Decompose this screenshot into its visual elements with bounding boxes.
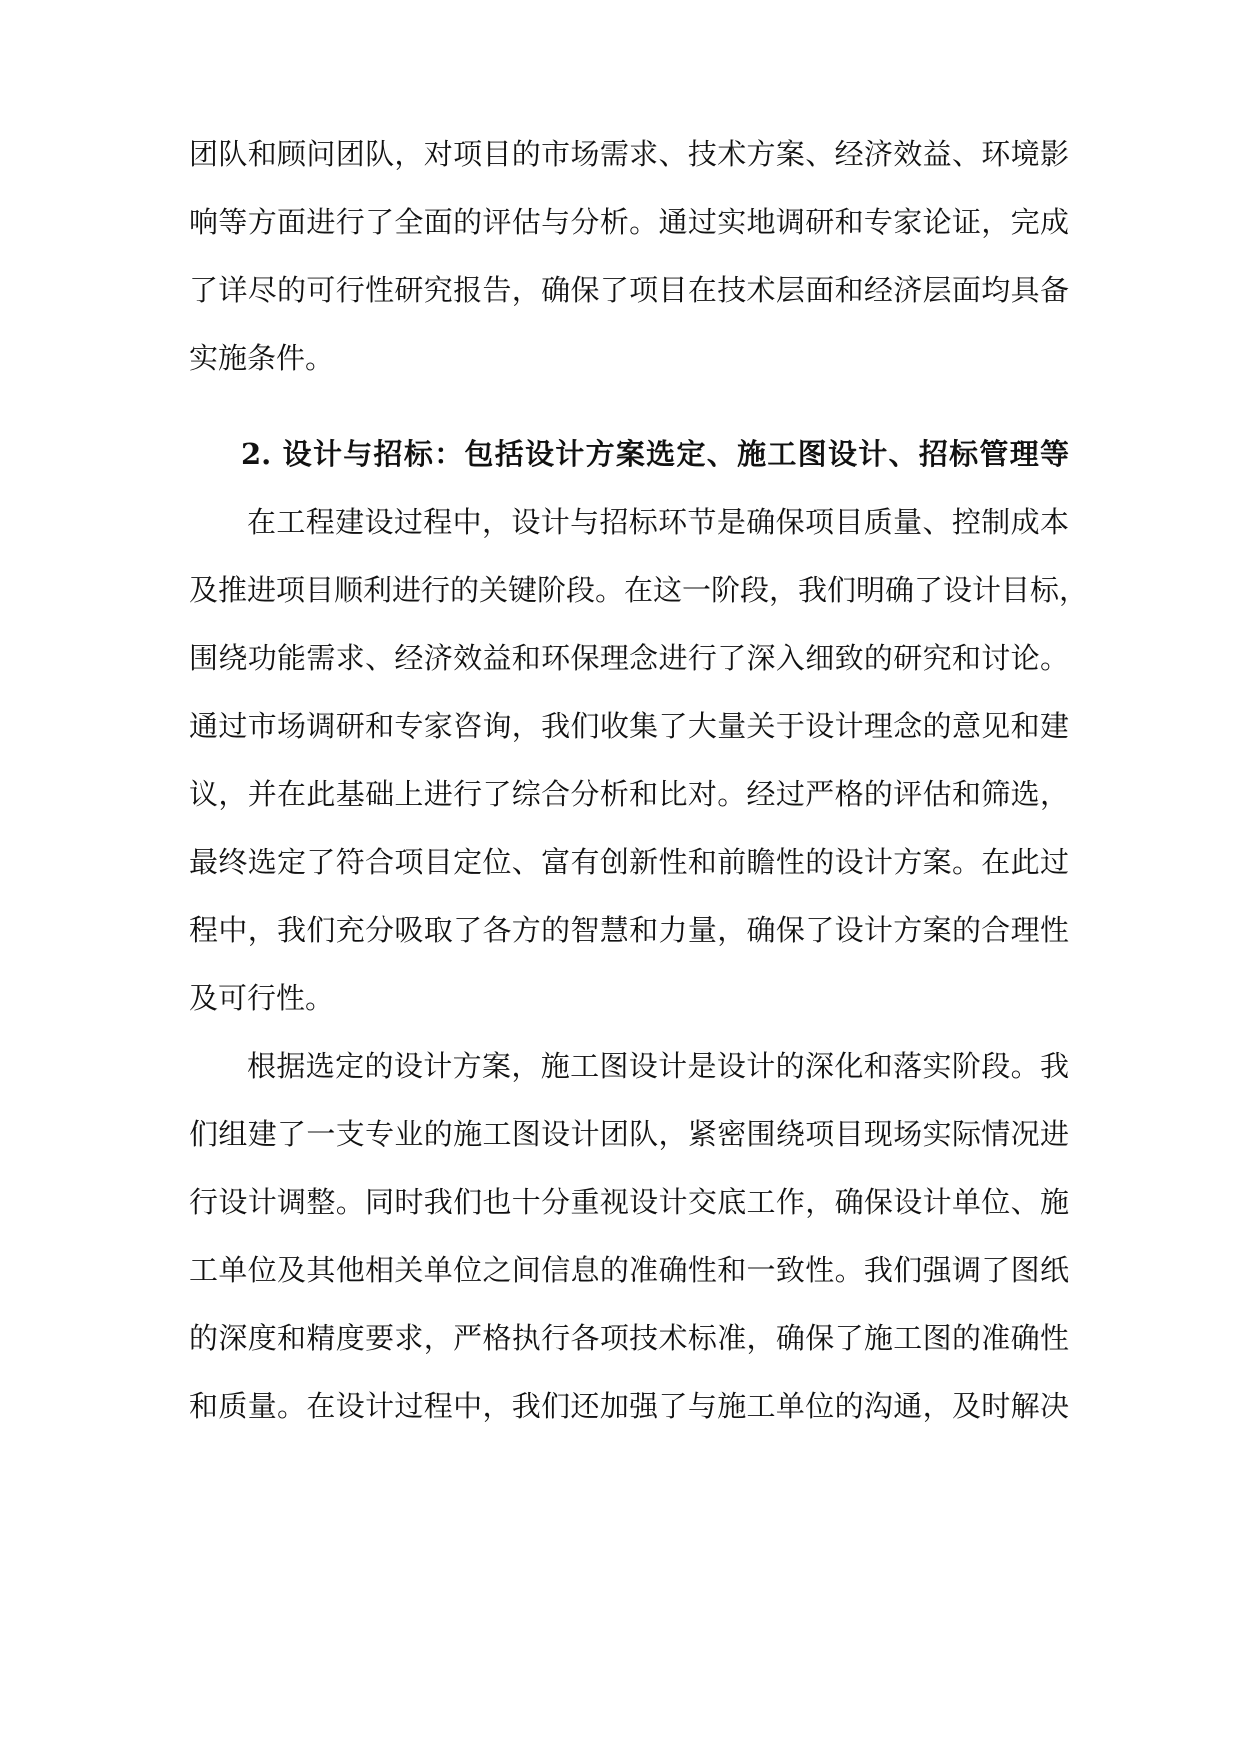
text-line: 响等方面进行了全面的评估与分析。通过实地调研和专家论证，完成 xyxy=(189,205,1069,239)
text-line: 们组建了一支专业的施工图设计团队，紧密围绕项目现场实际情况进 xyxy=(189,1117,1069,1151)
text-line: 根据选定的设计方案，施工图设计是设计的深化和落实阶段。我 xyxy=(247,1049,1069,1083)
text-line: 最终选定了符合项目定位、富有创新性和前瞻性的设计方案。在此过 xyxy=(189,845,1069,879)
text-line: 围绕功能需求、经济效益和环保理念进行了深入细致的研究和讨论。 xyxy=(189,641,1069,675)
text-line: 了详尽的可行性研究报告，确保了项目在技术层面和经济层面均具备 xyxy=(189,273,1069,307)
text-line: 行设计调整。同时我们也十分重视设计交底工作，确保设计单位、施 xyxy=(189,1185,1069,1219)
text-line: 工单位及其他相关单位之间信息的准确性和一致性。我们强调了图纸 xyxy=(189,1253,1069,1287)
text-line: 及可行性。 xyxy=(189,981,335,1015)
text-line: 在工程建设过程中，设计与招标环节是确保项目质量、控制成本 xyxy=(247,505,1069,539)
section-heading: 2. 设计与招标：包括设计方案选定、施工图设计、招标管理等 xyxy=(241,437,1069,471)
text-line: 议，并在此基础上进行了综合分析和比对。经过严格的评估和筛选， xyxy=(189,777,1069,811)
text-line: 程中，我们充分吸取了各方的智慧和力量，确保了设计方案的合理性 xyxy=(189,913,1069,947)
text-line: 的深度和精度要求，严格执行各项技术标准，确保了施工图的准确性 xyxy=(189,1321,1069,1355)
text-line: 团队和顾问团队，对项目的市场需求、技术方案、经济效益、环境影 xyxy=(189,137,1069,171)
text-line: 实施条件。 xyxy=(189,341,335,375)
text-line: 通过市场调研和专家咨询，我们收集了大量关于设计理念的意见和建 xyxy=(189,709,1069,743)
text-line: 及推进项目顺利进行的关键阶段。在这一阶段，我们明确了设计目标， xyxy=(189,573,1089,607)
text-line: 和质量。在设计过程中，我们还加强了与施工单位的沟通，及时解决 xyxy=(189,1389,1069,1423)
